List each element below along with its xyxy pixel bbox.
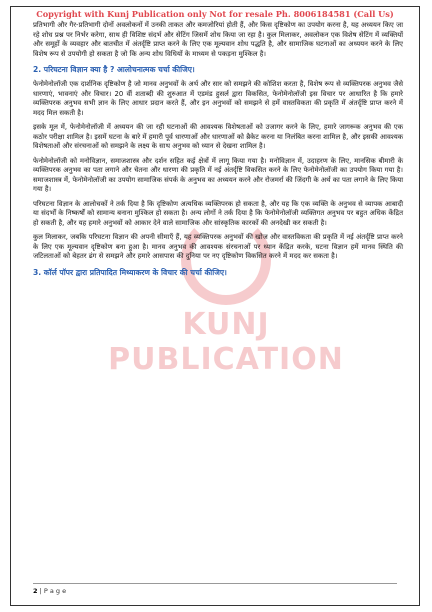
- paragraph: फेनोमेनोलॉजी एक दार्शनिक दृष्टिकोण है जो मानव अनुभवों के अर्थ और सार को समझने की कोशिश करता है, विशेष रूप से व्यक्तिपरक अनुभव जैसे धारणाएं, भावनाएं और विचार। 20 वीं शताब्दी की शुरुआत में एडमंड हुसर्ल द्वारा विकसित, फेनोमेनोलॉजी इस विचार पर आधारित है कि हमारे व्यक्तिपरक अनुभव सभी ज्ञान के लिए आधार प्रदान करते हैं, और इन अनुभवों को समझने से हमें वास्तविकता की प्रकृति में अंतर्दृष्टि प्राप्त करने में मदद मिल सकती है।: [33, 80, 403, 117]
- paragraph: कुल मिलाकर, जबकि परिघटना विज्ञान की अपनी सीमाएँ हैं, यह व्यक्तिपरक अनुभवों की खोज और वास्तविकता की प्रकृति में नई अंतर्दृष्टि प्राप्त करने के लिए एक मूल्यवान दृष्टिकोण बना हुआ है। मानव अनुभव की आवश्यक संरचनाओं पर ध्यान केंद्रित करके, घटना विज्ञान हमें मानव स्थिति की जटिलताओं को बेहतर ढंग से समझने और हमारे आसपास की दुनिया पर नए दृष्टिकोण विकसित करने में मदद कर सकता है।: [33, 233, 403, 260]
- page-footer: [33, 583, 397, 595]
- copyright-watermark: Copyright with Kunj Publication only Not for resale Ph. 8006184581 (Call Us): [36, 9, 394, 19]
- question-heading-2: 2. परिघटना विज्ञान क्या है ? आलोचनात्मक चर्चा कीजिए।: [33, 65, 195, 74]
- document-page: [10, 6, 420, 606]
- paragraph: प्रतिभागी और गैर-प्रतिभागी दोनों अवलोकनों में उनकी ताकत और कमजोरियां होती हैं, और किस दृष्टिकोण का उपयोग करना है, यह अध्ययन किए जा रहे शोध प्रश्न पर निर्भर करेगा, साथ ही विशिष्ट संदर्भ और सेटिंग जिसमें शोध किया जा रहा है। कुल मिलाकर, अवलोकन एक विशेष सेटिंग में व्यक्तियों और समूहों के व्यवहार और बातचीत में अंतर्दृष्टि प्राप्त करने के लिए एक मूल्यवान शोध पद्धति है, और सामाजिक घटनाओं का अध्ययन करने के लिए विशेष रूप से उपयोगी हो सकता है जो कि अन्य शोध विधियों के माध्यम से पकड़ना मुश्किल है।: [33, 21, 403, 58]
- page-label: | P a g e: [39, 587, 67, 595]
- page-content: [33, 21, 403, 283]
- question-heading-3: 3. कॉर्ल पॉपर द्वारा प्रतिपादित मिथ्याकरण के विचार की चर्चा कीजिए।: [33, 267, 227, 277]
- page-number: 2: [33, 587, 38, 595]
- paragraph: परिघटना विज्ञान के आलोचकों ने तर्क दिया है कि दृष्टिकोण अत्यधिक व्यक्तिपरक हो सकता है, और यह कि एक व्यक्ति के अनुभव से व्यापक आबादी या संदर्भों के निष्कर्षों को सामान्य बनाना मुश्किल हो सकता है। अन्य लोगों ने तर्क दिया है कि फेनोमेनोलॉजी व्यक्तिगत अनुभव पर बहुत अधिक केंद्रित हो सकती है, और यह हमारे अनुभवों को आकार देने वाले सामाजिक और सांस्कृतिक कारकों की अनदेखी कर सकती है।: [33, 199, 403, 227]
- paragraph: इसके मूल में, फेनोमेनोलॉजी में अध्ययन की जा रही घटनाओं की आवश्यक विशेषताओं को उजागर करने के लिए, हमारे जागरूक अनुभव की एक कठोर परीक्षा शामिल है। इसमें घटना के बारे में हमारी पूर्व धारणाओं और धारणाओं को ब्रैकेट करना या निलंबित करना शामिल है, और इसकी आवश्यक विशेषताओं और संरचनाओं को समझने के लक्ष्य के साथ अनुभव को ध्यान से देखना शामिल है।: [33, 123, 403, 150]
- logo-text: KUNJ PUBLICATION: [108, 307, 344, 377]
- paragraph: फेनोमेनोलॉजी को मनोविज्ञान, समाजशास्त्र और दर्शन सहित कई क्षेत्रों में लागू किया गया है। मनोविज्ञान में, उदाहरण के लिए, मानसिक बीमारी के व्यक्तिपरक अनुभव का पता लगाने और चेतना और धारणा की प्रकृति में नई अंतर्दृष्टि विकसित करने के लिए फेनोमेनोलॉजी का उपयोग किया गया है। समाजशास्त्र में, फेनोमेनोलॉजी का उपयोग सामाजिक संपर्क के अनुभव का अध्ययन करने और रोजमर्रा की जिंदगी के अर्थ का पता लगाने के लिए किया गया है।: [33, 156, 403, 193]
